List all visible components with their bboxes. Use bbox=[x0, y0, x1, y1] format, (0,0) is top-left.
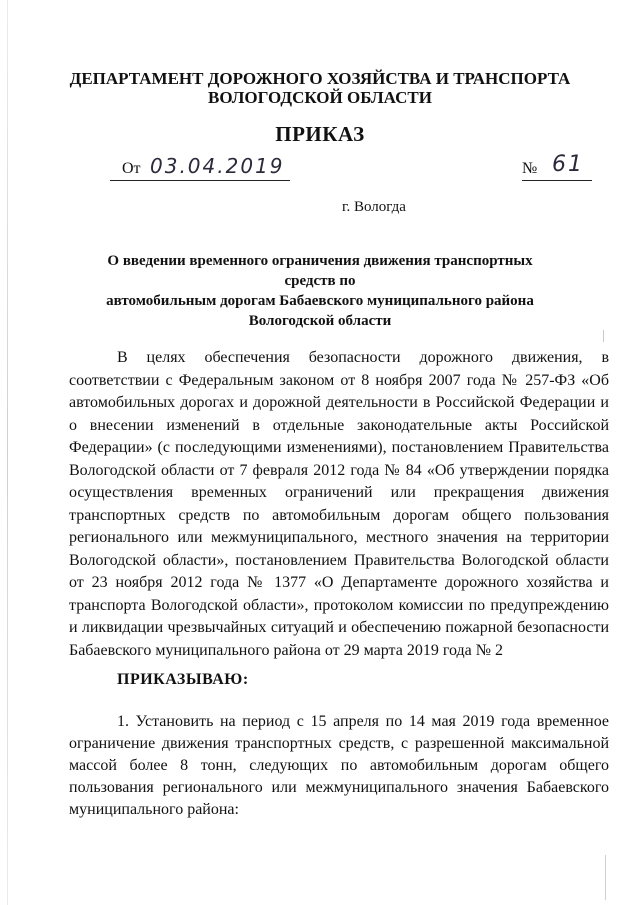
date-prefix: От bbox=[122, 160, 141, 177]
city: г. Вологда bbox=[342, 199, 406, 215]
scan-mark bbox=[605, 855, 606, 900]
number-field bbox=[522, 152, 592, 181]
order-subject-line2: автомобильным дорогам Бабаевского муниципального района bbox=[106, 293, 534, 309]
order-subject-line1: О введении временного ограничения движения транспортных средств по bbox=[107, 253, 533, 289]
preamble-paragraph: В целях обеспечения безопасности дорожного движения, в соответствии с Федеральным законом от 8 ноября 2007 года № 257-ФЗ «Об автомобильных дорогах и дорожной деятельности в Российской Федерации и о внесении изменений в отдельные законодательные акты Российской Федерации» (с последующими изменениями), постановлением Правительства Вологодской области от 7 февраля 2012 года № 84 «Об утверждении порядка осуществления временных ограничений или прекращения движения транспортных средств по автомобильным дорогам общего пользования регионального или межмуниципального, местного значения на территории Вологодской области», постановлением Правительства Вологодской области от 23 ноября 2012 года № 1377 «О Департаменте дорожного хозяйства и транспорта Вологодской области», протоколом комиссии по предупреждению и ликвидации чрезвычайных ситуаций и обеспечению пожарной безопасности Бабаевского муниципального района от 29 марта 2019 года № 2 bbox=[69, 349, 609, 659]
order-item-1: 1. Установить на период с 15 апреля по 14 мая 2019 года временное ограничение движения транспортных средств, с разрешенной максимальной массой более 8 тонн, следующих по автомобильным дорогам общего пользования регионального или межмуниципального значения Бабаевского муниципального района: bbox=[69, 713, 609, 818]
date-field bbox=[110, 154, 290, 181]
number-prefix: № bbox=[522, 160, 538, 177]
date-value: 03.04.2019 bbox=[150, 154, 285, 178]
order-subject bbox=[80, 251, 560, 331]
order-directive: ПРИКАЗЫВАЮ: bbox=[117, 671, 249, 688]
department-header-line2: ВОЛОГОДСКОЙ ОБЛАСТИ bbox=[208, 88, 432, 107]
scan-edge-left bbox=[7, 0, 8, 905]
document-title: ПРИКАЗ bbox=[275, 122, 365, 146]
department-header-line1: ДЕПАРТАМЕНТ ДОРОЖНОГО ХОЗЯЙСТВА И ТРАНСПОРТА bbox=[69, 69, 571, 88]
number-value: 61 bbox=[552, 152, 584, 177]
scan-mark bbox=[603, 330, 604, 342]
department-header bbox=[60, 69, 580, 107]
order-subject-line3: Вологодской области bbox=[248, 313, 392, 329]
